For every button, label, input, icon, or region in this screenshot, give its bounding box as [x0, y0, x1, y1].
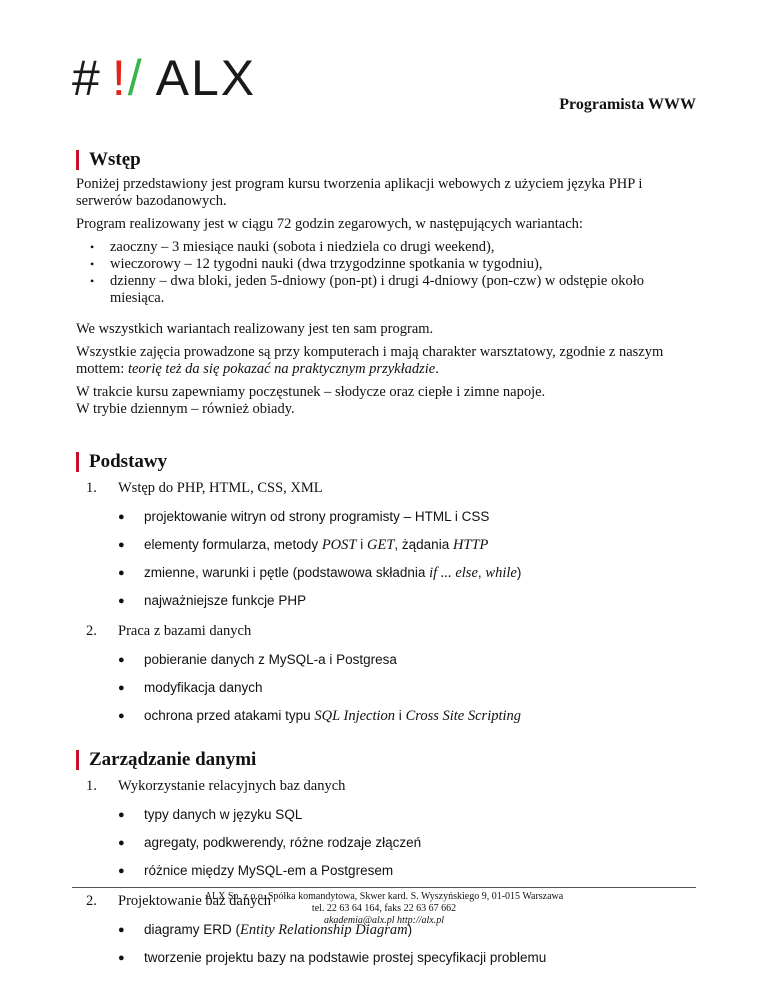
intro-paragraph-4: Wszystkie zajęcia prowadzone są przy komputerach i mają charakter warsztatowy, zgodnie z naszym mottem: teorię też da się pokazać na praktycznym przykładzie. [76, 344, 664, 377]
alx-logo [72, 50, 256, 106]
bullet-icon: • [90, 240, 95, 254]
intro-paragraph-1: Poniżej przedstawiony jest program kursu tworzenia aplikacji webowych z użyciem języka PHP i serwerów bazodanowych. [76, 176, 643, 209]
bullet-icon: ● [118, 567, 125, 579]
list-item: 2. Projektowanie baz danych ● diagramy ERD (Entity Relationship Diagram) ● tworzenie projektu bazy na podstawie prostej specyfikacji problemu [76, 893, 696, 972]
bullet-icon: ● [118, 539, 125, 551]
bullet-icon: ● [118, 809, 125, 821]
list-item: ● zmienne, warunki i pętle (podstawowa składnia if ... else, while) [118, 559, 696, 587]
list-item: 1. Wykorzystanie relacyjnych baz danych ● typy danych w języku SQL ● agregaty, podkwerendy, różne rodzaje złączeń ● różnice między MySQL-em a Postgresem [76, 778, 696, 885]
list-item: ● tworzenie projektu bazy na podstawie prostej specyfikacji problemu [118, 944, 696, 972]
footer-contact: akademia@alx.pl http://alx.pl [323, 915, 444, 926]
bullet-icon: ● [118, 511, 125, 523]
intro-paragraph-2: Program realizowany jest w ciągu 72 godzin zegarowych, w następujących wariantach: [76, 216, 583, 232]
bullet-icon: • [90, 274, 95, 288]
list-item: ● agregaty, podkwerendy, różne rodzaje złączeń [118, 829, 696, 857]
intro-paragraph-3: We wszystkich wariantach realizowany jest ten sam program. [76, 321, 434, 337]
data-management-list [76, 778, 696, 972]
section-heading-basics: Podstawy [76, 452, 696, 472]
list-item: ● modyfikacja danych [118, 674, 696, 702]
bullet-icon: ● [118, 682, 125, 694]
list-item: • wieczorowy – 12 tygodni nauki (dwa trzygodzinne spotkania w tygodniu), [90, 256, 543, 272]
basics-list [76, 480, 696, 730]
list-item: ● różnice między MySQL-em a Postgresem [118, 857, 696, 885]
bullet-icon: ● [118, 924, 125, 936]
document-title: Programista WWW [559, 96, 696, 113]
list-item: ● projektowanie witryn od strony programisty – HTML i CSS [118, 503, 696, 531]
logo-hash: # [72, 50, 102, 106]
section-heading-intro: Wstęp [76, 150, 696, 170]
list-item: ● typy danych w języku SQL [118, 801, 696, 829]
variants-list [76, 239, 696, 307]
intro-paragraph-5: W trakcie kursu zapewniamy poczęstunek – słodycze oraz ciepłe i zimne napoje. W trybie dziennym – również obiady. [76, 384, 546, 417]
section-heading-data-management: Zarządzanie danymi [76, 750, 696, 770]
list-item: ● diagramy ERD (Entity Relationship Diagram) [118, 916, 696, 944]
list-item: ● najważniejsze funkcje PHP [118, 587, 696, 615]
bullet-icon: ● [118, 595, 125, 607]
list-item: 2. Praca z bazami danych ● pobieranie danych z MySQL-a i Postgresa ● modyfikacja danych ● ochrona przed atakami typu SQL Injection i Cross Site Scripting [76, 623, 696, 730]
list-item: • zaoczny – 3 miesiące nauki (sobota i niedziela co drugi weekend), [90, 239, 495, 255]
bullet-icon: • [90, 257, 95, 271]
logo-slash: / [127, 50, 144, 106]
logo-name: ALX [155, 50, 257, 106]
bullet-icon: ● [118, 952, 125, 964]
list-item: ● pobieranie danych z MySQL-a i Postgresa [118, 646, 696, 674]
footer-address: ALX Sp. z o.o. Spółka komandytowa, Skwer kard. S. Wyszyńskiego 9, 01-015 Warszawa [204, 891, 564, 902]
bullet-icon: ● [118, 865, 125, 877]
list-item: • dzienny – dwa bloki, jeden 5-dniowy (pon-pt) i drugi 4-dniowy (pon-czw) w odstępie około miesiąca. [90, 273, 644, 306]
list-item: 1. Wstęp do PHP, HTML, CSS, XML ● projektowanie witryn od strony programisty – HTML i CSS ● elementy formularza, metody POST i GET, żądania HTTP ● zmienne, warunki i pętle (podstawowa składnia if ... else, while) ● najważniejsze funkcje PHP [76, 480, 696, 615]
page-footer [72, 887, 696, 927]
footer-phone: tel. 22 63 64 164, faks 22 63 67 662 [311, 903, 457, 914]
bullet-icon: ● [118, 837, 125, 849]
motto: teorię też da się pokazać na praktycznym przykładzie [127, 361, 436, 377]
bullet-icon: ● [118, 654, 125, 666]
list-item: ● elementy formularza, metody POST i GET, żądania HTTP [118, 531, 696, 559]
bullet-icon: ● [118, 710, 125, 722]
list-item: ● ochrona przed atakami typu SQL Injection i Cross Site Scripting [118, 702, 696, 730]
logo-bang: ! [111, 50, 128, 106]
document-body [76, 150, 696, 980]
